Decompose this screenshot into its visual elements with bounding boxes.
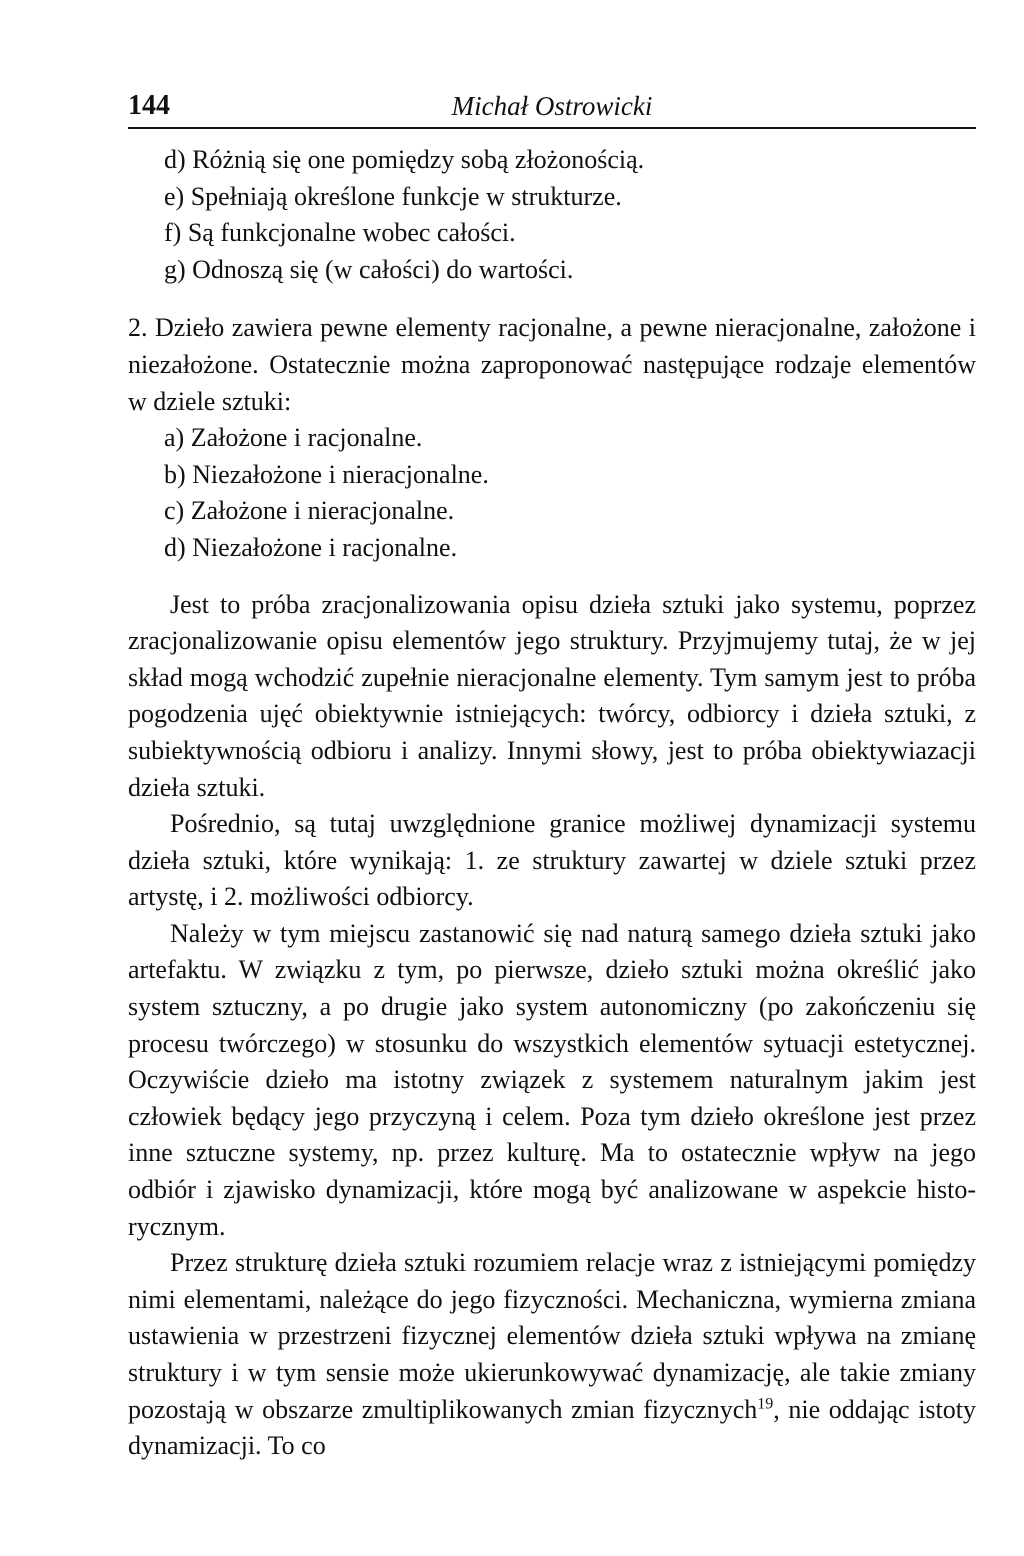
body-paragraph [128, 1245, 976, 1465]
page-body [128, 142, 976, 1465]
header-rule [128, 127, 976, 129]
running-head: Michał Ostrowicki [451, 91, 653, 121]
footnote-marker[interactable]: 19 [757, 1394, 774, 1412]
list-item: g) Odnoszą się (w całości) do wartości. [164, 254, 574, 284]
list-item: a) Założone i racjonalne. [164, 423, 423, 453]
body-paragraph: Pośrednio, są tutaj uwzględnione granice możliwej dynamizacji systemu dzieła sztuki, które wynikają: 1. ze struktury zawartej w dziele sztuki przez artystę, i 2. możliwości odbiorcy. [128, 809, 976, 912]
spacer [128, 567, 976, 587]
list-item: c) Założone i nieracjonalne. [164, 496, 455, 526]
paragraph-text: Przez strukturę dzieła sztuki rozumiem relacje wraz z istniejącymi pomiędzy nimi elementami, należące do jego fizyczności. Mechaniczna, wymierna zmiana ustawienia w przestrzeni fizycznej elementów dzieła sztuki wpływa na zmianę struktury i w tym sensie może ukierunkowywać dynamizację, ale takie zmiany pozostają w obszarze zmultiplikowanych zmian fizycznych [128, 1248, 976, 1424]
list-item: f) Są funkcjonalne wobec całości. [164, 218, 516, 248]
spacer [128, 288, 976, 310]
list-item: b) Niezałożone i nieracjonalne. [164, 459, 489, 489]
body-paragraph: Jest to próba zracjonalizowania opisu dzieła sztuki jako systemu, poprzez zracjonalizowanie opisu elementów jego struktury. Przyjmujemy tutaj, że w jej skład mogą wchodzić zupełnie nieracjonalne elementy. Tym samym jest to próba pogodzenia ujęć obiektywnie istniejących: twórcy, odbiorcy i dzieła sztuki, z subiektywnością odbioru i analizy. Innymi słowy, jest to próba obiektywiazacji dzieła sztuki. [128, 589, 976, 802]
paragraph-text: , nie oddając istoty dynamizacji. To co [128, 1394, 976, 1461]
list-item: d) Niezałożone i racjonalne. [164, 532, 458, 562]
body-paragraph: Należy w tym miejscu zastanowić się nad naturą samego dzieła sztuki jako artefaktu. W związku z tym, po pierwsze, dzieło sztuki można określić jako system sztuczny, a po drugie jako system autonomiczny (po zakończeniu się procesu twórczego) w stosunku do wszystkich elementów sytuacji estetycznej. Oczywiście dzieło ma istotny związek z systemem naturalnym jakim jest człowiek będący jego przyczyną i celem. Poza tym dzieło określone jest przez inne sztuczne systemy, np. przez kulturę. Ma to ostatecznie wpływ na jego odbiór i zjawisko dynamizacji, które mogą być analizowane w aspekcie historycznym. [128, 918, 976, 1241]
page-header [128, 88, 976, 128]
list-item: e) Spełniają określone funkcje w strukturze. [164, 181, 622, 211]
page-number: 144 [128, 90, 170, 121]
intro-paragraph: 2. Dzieło zawiera pewne elementy racjonalne, a pewne nieracjonalne, założone i niezałożone. Ostatecznie można zaproponować następujące rodzaje elementów w dziele sztuki: [128, 313, 976, 416]
property-list [128, 142, 976, 288]
element-types-list [128, 420, 976, 566]
list-item: d) Różnią się one pomiędzy sobą złożonością. [164, 145, 645, 174]
